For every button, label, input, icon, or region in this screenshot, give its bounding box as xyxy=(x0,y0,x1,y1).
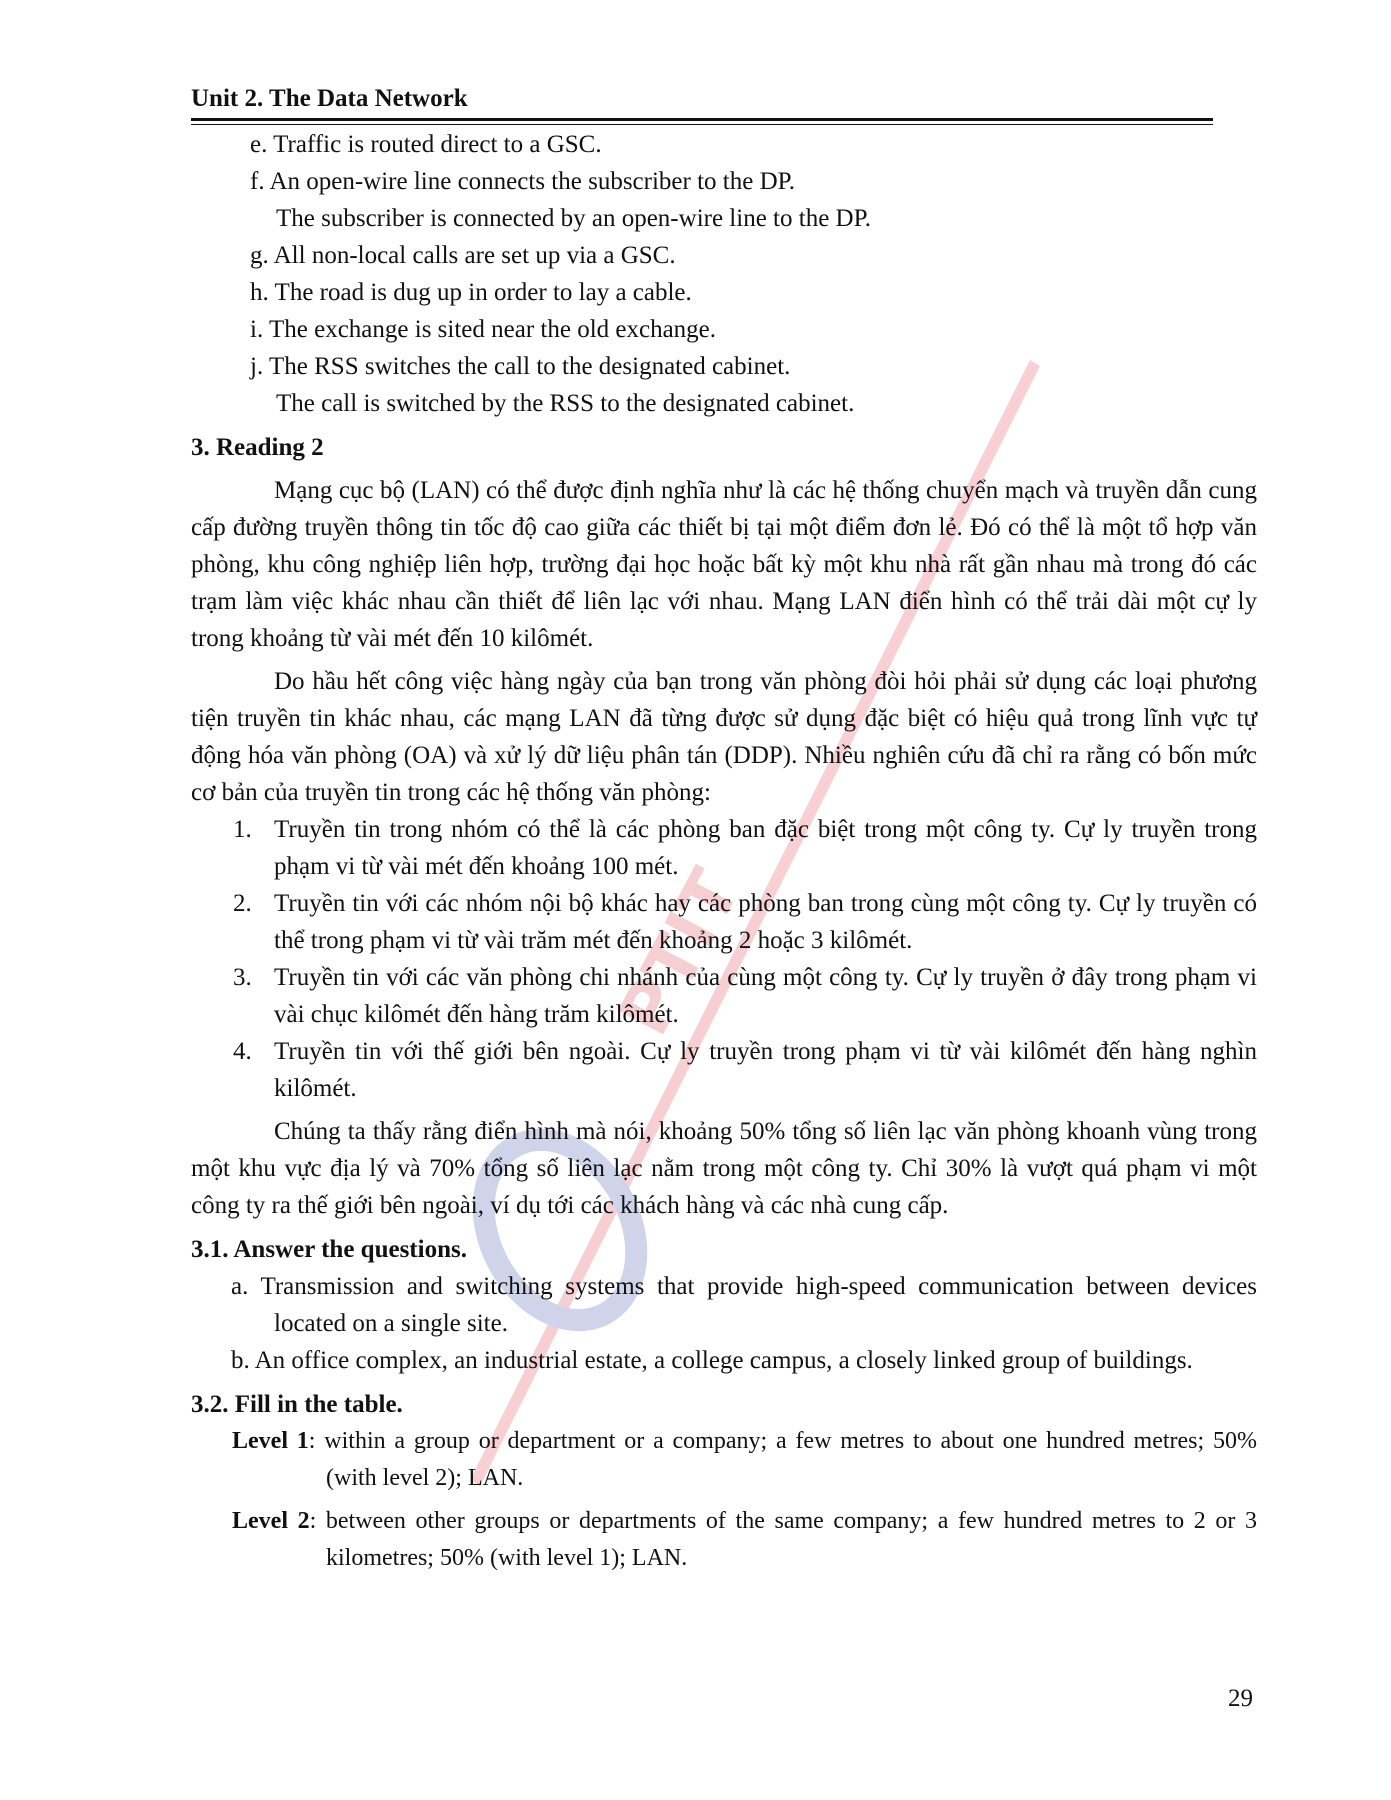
answer-item: a. Transmission and switching systems that provide high-speed communication between devices located on a single site. xyxy=(231,1273,1257,1337)
exercise-line-continuation: The subscriber is connected by an open-wire line to the DP. xyxy=(276,205,871,232)
level-item xyxy=(191,1423,1257,1497)
header-rule-thin xyxy=(191,124,1213,125)
list-item-text: Truyền tin với các nhóm nội bộ khác hay các phòng ban trong cùng một công ty. Cự ly truyền có thể trong phạm vi từ vài trăm mét đến khoảng 2 hoặc 3 kilômét. xyxy=(274,890,1257,954)
svg-text:PTIT: PTIT xyxy=(602,856,757,1048)
page-number: 29 xyxy=(1228,1685,1253,1712)
exercise-line-continuation: The call is switched by the RSS to the designated cabinet. xyxy=(276,390,855,417)
list-item-number: 2. xyxy=(233,890,252,917)
answer-item: b. An office complex, an industrial estate, a college campus, a closely linked group of buildings. xyxy=(231,1347,1193,1374)
list-item-number: 1. xyxy=(233,816,252,843)
list-item xyxy=(191,959,1257,1033)
level-text: : between other groups or departments of the same company; a few hundred metres to 2 or 3 kilometres; 50% (with level 1); LAN. xyxy=(309,1508,1257,1571)
exercise-line: f. An open-wire line connects the subscriber to the DP. xyxy=(250,168,796,195)
table-heading: 3.2. Fill in the table. xyxy=(191,1391,403,1418)
reading-heading: 3. Reading 2 xyxy=(191,434,324,461)
header-rule-thick xyxy=(191,118,1213,121)
page-header-title: Unit 2. The Data Network xyxy=(191,85,468,112)
exercise-list xyxy=(191,126,1257,422)
answers-heading: 3.1. Answer the questions. xyxy=(191,1236,467,1263)
reading-paragraph: Chúng ta thấy rằng điển hình mà nói, khoảng 50% tổng số liên lạc văn phòng khoanh vùng trong một khu vực địa lý và 70% tổng số liên lạc nằm trong một công ty. Chỉ 30% là vượt quá phạm vi một công ty ra thế giới bên ngoài, ví dụ tới các khách hàng và các nhà cung cấp. xyxy=(191,1118,1257,1219)
list-item-number: 3. xyxy=(233,964,252,991)
exercise-line: g. All non-local calls are set up via a GSC. xyxy=(250,242,676,269)
list-item-text: Truyền tin trong nhóm có thể là các phòng ban đặc biệt trong một công ty. Cự ly truyền trong phạm vi từ vài mét đến khoảng 100 mét. xyxy=(274,816,1257,880)
level-item xyxy=(191,1503,1257,1577)
list-item-text: Truyền tin với thế giới bên ngoài. Cự ly truyền trong phạm vi từ vài kilômét đến hàng nghìn kilômét. xyxy=(274,1038,1257,1102)
list-item xyxy=(191,811,1257,885)
exercise-line: e. Traffic is routed direct to a GSC. xyxy=(250,131,602,158)
exercise-line: h. The road is dug up in order to lay a cable. xyxy=(250,279,692,306)
level-label: Level 2 xyxy=(232,1508,310,1534)
reading-paragraph: Do hầu hết công việc hàng ngày của bạn trong văn phòng đòi hỏi phải sử dụng các loại phương tiện truyền tin khác nhau, các mạng LAN đã từng được sử dụng đặc biệt có hiệu quả trong lĩnh vực tự động hóa văn phòng (OA) và xử lý dữ liệu phân tán (DDP). Nhiều nghiên cứu đã chỉ ra rằng có bốn mức cơ bản của truyền tin trong các hệ thống văn phòng: xyxy=(191,668,1257,806)
exercise-line: i. The exchange is sited near the old exchange. xyxy=(250,316,717,343)
exercise-line: j. The RSS switches the call to the designated cabinet. xyxy=(250,353,791,380)
list-item-number: 4. xyxy=(233,1038,252,1065)
list-item-text: Truyền tin với các văn phòng chi nhánh của cùng một công ty. Cự ly truyền ở đây trong phạm vi vài chục kilômét đến hàng trăm kilômét. xyxy=(274,964,1257,1028)
list-item xyxy=(191,885,1257,959)
page-content xyxy=(191,126,1257,1577)
list-item xyxy=(191,1033,1257,1107)
level-label: Level 1 xyxy=(232,1428,309,1454)
numbered-list xyxy=(191,811,1257,1107)
reading-paragraph: Mạng cục bộ (LAN) có thể được định nghĩa như là các hệ thống chuyển mạch và truyền dẫn cung cấp đường truyền thông tin tốc độ cao giữa các thiết bị tại một điểm đơn lẻ. Đó có thể là một tổ hợp văn phòng, khu công nghiệp liên hợp, trường đại học hoặc bất kỳ một khu nhà rất gần nhau mà trong đó các trạm làm việc khác nhau cần thiết để liên lạc với nhau. Mạng LAN điển hình có thể trải dài một cự ly trong khoảng từ vài mét đến 10 kilômét. xyxy=(191,477,1257,652)
level-text: : within a group or department or a company; a few metres to about one hundred metres; 50% (with level 2); LAN. xyxy=(308,1428,1257,1491)
